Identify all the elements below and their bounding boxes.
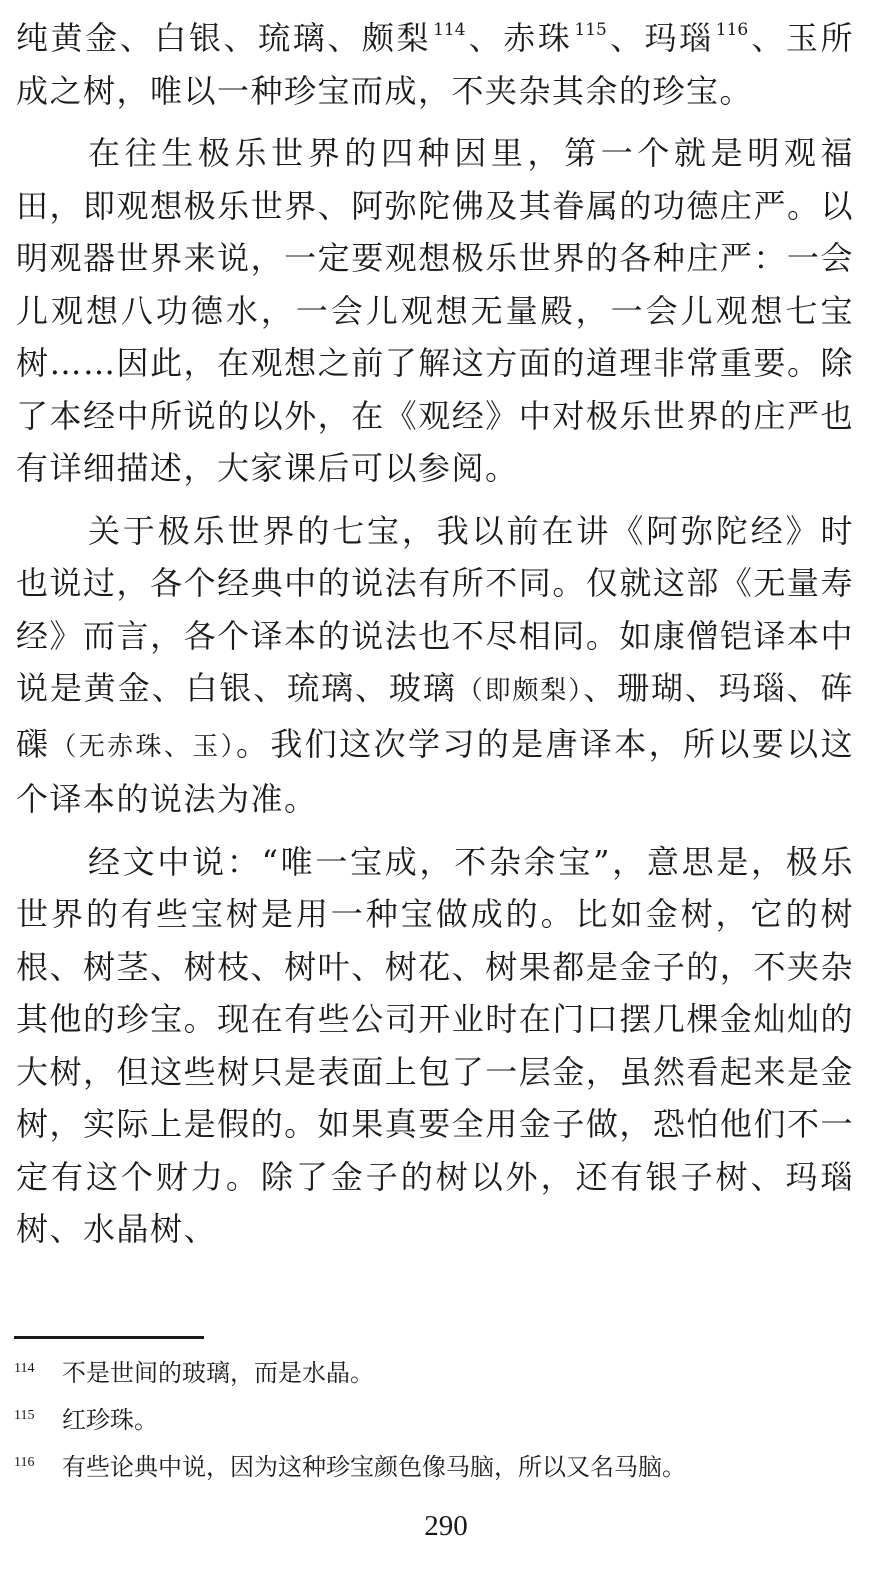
paragraph-1 (16, 12, 854, 117)
paragraph-3 (16, 505, 854, 826)
footnote-114 (14, 1352, 874, 1399)
paragraph-3-text-c: 。我们这次学习的是唐译本，所以要以这个译本的说法为准。 (16, 724, 854, 818)
paragraph-4: 经文中说：“唯一宝成，不杂余宝”，意思是，极乐世界的有些宝树是用一种宝做成的。比如金树，它的树根、树茎、树枝、树叶、树花、树果都是金子的，不夹杂其他的珍宝。现在有些公司开业时在门口摆几棵金灿灿的大树，但这些树只是表面上包了一层金，虽然看起来是金树，实际上是假的。如果真要全用金子做，恐怕他们不一定有这个财力。除了金子的树以外，还有银子树、玛瑙树、水晶树、 (16, 842, 854, 1248)
footnote-divider (14, 1336, 204, 1339)
footnote-116 (14, 1446, 874, 1493)
paragraph-1-text-c: 、玛瑙 (608, 19, 714, 57)
paragraph-3-text-a: 关于极乐世界的七宝，我以前在讲《阿弥陀经》时也说过，各个经典中的说法有所不同。仅就这部《无量寿经》而言，各个译本的说法也不尽相同。如康僧铠译本中说是黄金、白银、琉璃、玻璃 (16, 511, 854, 707)
footnote-ref-114: 114 (433, 20, 466, 40)
footnote-115 (14, 1399, 874, 1446)
paragraph-1-text-d: 、玉所成之树，唯以一种珍宝而成，不夹杂其余的珍宝。 (16, 19, 854, 110)
footnote-ref-116: 116 (715, 20, 749, 40)
paragraph-1-text-b: 、赤珠 (467, 19, 573, 57)
page-number: 290 (424, 1510, 468, 1542)
footnote-text: 不是世间的玻璃，而是水晶。 (62, 1359, 374, 1387)
footnote-number: 114 (14, 1361, 35, 1376)
inline-note-2: （无赤珠、玉） (50, 731, 237, 762)
inline-note-1: （即颇梨） (456, 676, 584, 706)
main-text (16, 12, 854, 1256)
paragraph-1-text-a: 纯黄金、白银、琉璃、颇梨 (16, 19, 432, 57)
footnote-number: 116 (14, 1455, 35, 1470)
paragraph-2: 在往生极乐世界的四种因里，第一个就是明观福田，即观想极乐世界、阿弥陀佛及其眷属的功德庄严。以明观器世界来说，一定要观想极乐世界的各种庄严：一会儿观想八功德水，一会儿观想无量殿，一会儿观想七宝树……因此，在观想之前了解这方面的道理非常重要。除了本经中所说的以外，在《观经》中对极乐世界的庄严也有详细描述，大家课后可以参阅。 (16, 134, 854, 487)
paragraph-3-text-b: 、珊瑚、玛瑙、砗磲 (16, 669, 854, 763)
footnote-text: 红珍珠。 (62, 1406, 158, 1434)
footnotes (14, 1352, 874, 1493)
footnote-number: 115 (14, 1408, 35, 1423)
footnote-text: 有些论典中说，因为这种珍宝颜色像马脑，所以又名马脑。 (62, 1453, 686, 1481)
footnote-ref-115: 115 (574, 20, 607, 40)
